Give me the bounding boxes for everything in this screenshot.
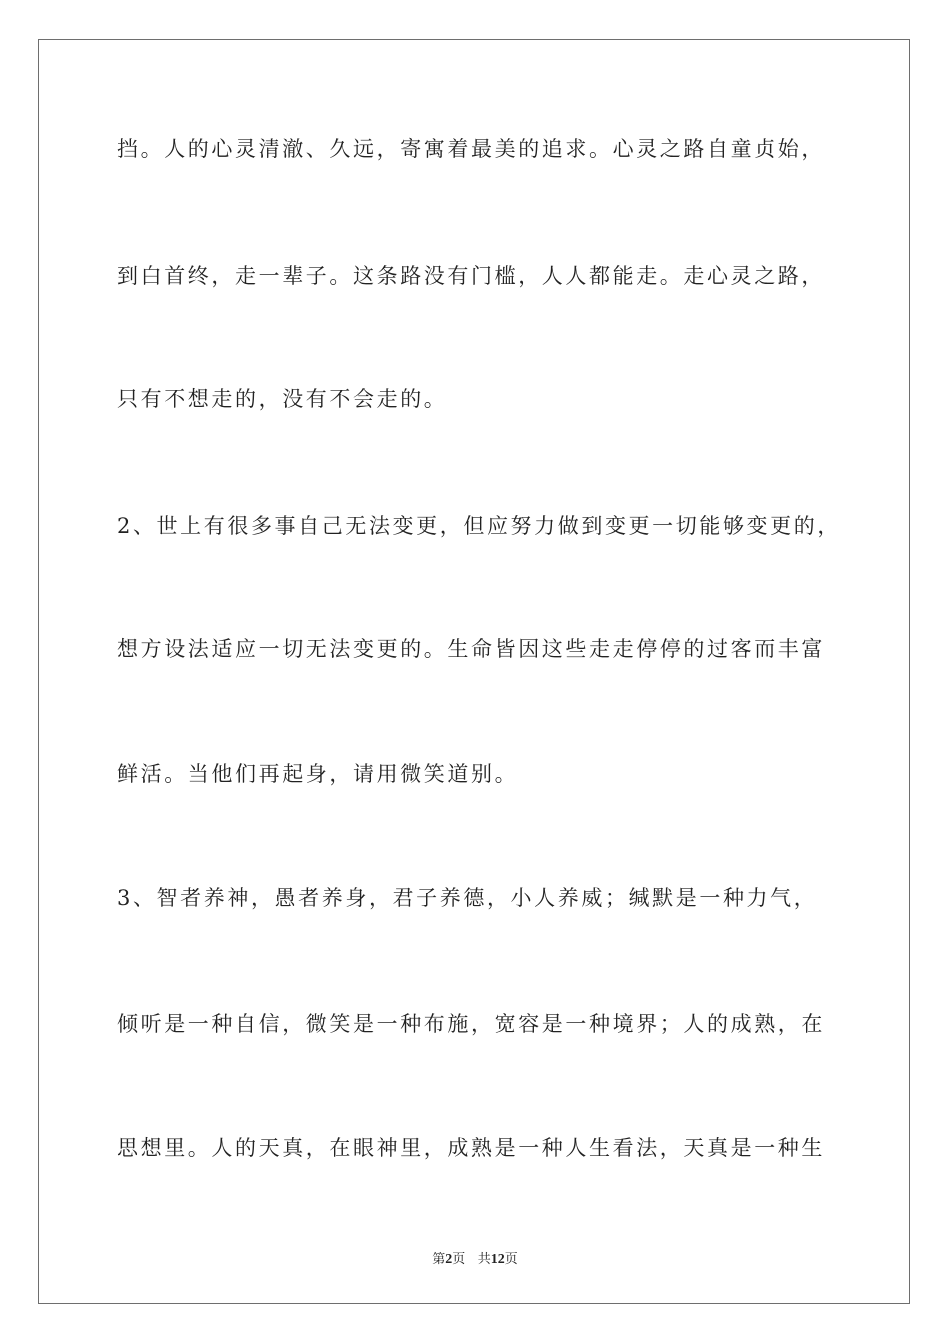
- footer-total-prefix: 共: [477, 1252, 491, 1267]
- page-border: [38, 39, 910, 1304]
- body-line-6: 鲜活。当他们再起身，请用微笑道别。: [117, 762, 519, 786]
- body-line-3: 只有不想走的，没有不会走的。: [117, 387, 448, 411]
- body-line-7: 3、智者养神，愚者养身，君子养德，小人养威；缄默是一种力气，: [117, 886, 818, 910]
- body-line-4: 2、世上有很多事自己无法变更，但应努力做到变更一切能够变更的，: [117, 514, 841, 538]
- footer-page-unit: 页: [452, 1252, 466, 1267]
- body-line-5: 想方设法适应一切无法变更的。生命皆因这些走走停停的过客而丰富: [117, 637, 825, 661]
- body-line-1: 挡。人的心灵清澈、久远，寄寓着最美的追求。心灵之路自童贞始，: [117, 137, 825, 161]
- body-line-2: 到白首终，走一辈子。这条路没有门槛，人人都能走。走心灵之路，: [117, 264, 825, 288]
- footer-page-total: 12: [490, 1252, 505, 1267]
- body-line-8: 倾听是一种自信，微笑是一种布施，宽容是一种境界；人的成熟，在: [117, 1012, 825, 1036]
- footer-total-unit: 页: [504, 1252, 518, 1267]
- page-footer: [0, 1248, 950, 1268]
- body-line-9: 思想里。人的天真，在眼神里，成熟是一种人生看法，天真是一种生: [117, 1136, 825, 1160]
- footer-page-current: 2: [445, 1252, 453, 1267]
- footer-page-prefix: 第: [432, 1252, 446, 1267]
